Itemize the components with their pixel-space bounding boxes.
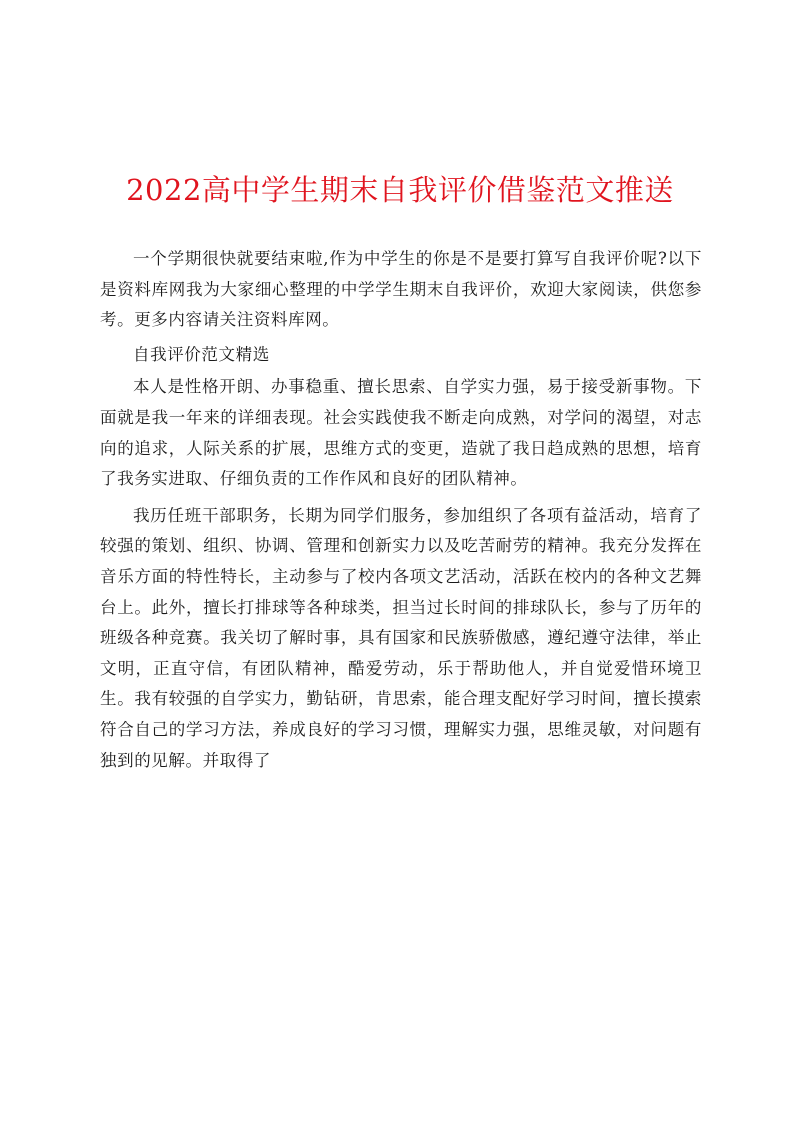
- body-paragraph-1: 本人是性格开朗、办事稳重、擅长思索、自学实力强，易于接受新事物。下面就是我一年来的详细表现。社会实践使我不断走向成熟，对学问的渴望，对志向的追求，人际关系的扩展，思维方式的变更，造就了我日趋成熟的思想，培育了我务实进取、仔细负责的工作作风和良好的团队精神。: [100, 377, 702, 489]
- intro-paragraph: 一个学期很快就要结束啦,作为中学生的你是不是要打算写自我评价呢?以下是资料库网我为大家细心整理的中学学生期末自我评价，欢迎大家阅读，供您参考。更多内容请关注资料库网。: [100, 249, 702, 330]
- document-body: [100, 244, 702, 776]
- body-paragraph-2: 我历任班干部职务，长期为同学们服务，参加组织了各项有益活动，培育了较强的策划、组织、协调、管理和创新实力以及吃苦耐劳的精神。我充分发挥在音乐方面的特性特长，主动参与了校内各项文艺活动，活跃在校内的各种文艺舞台上。此外，擅长打排球等各种球类，担当过长时间的排球队长，参与了历年的班级各种竞赛。我关切了解时事，具有国家和民族骄傲感，遵纪遵守法律，举止文明，正直守信，有团队精神，酷爱劳动，乐于帮助他人，并自觉爱惜环境卫生。我有较强的自学实力，勤钻研，肯思索，能合理支配好学习时间，擅长摸索符合自己的学习方法，养成良好的学习习惯，理解实力强，思维灵敏，对问题有独到的见解。并取得了: [100, 505, 702, 770]
- document-title: 2022高中学生期末自我评价借鉴范文推送: [126, 173, 674, 207]
- section-subheading: 自我评价范文精选: [133, 344, 270, 364]
